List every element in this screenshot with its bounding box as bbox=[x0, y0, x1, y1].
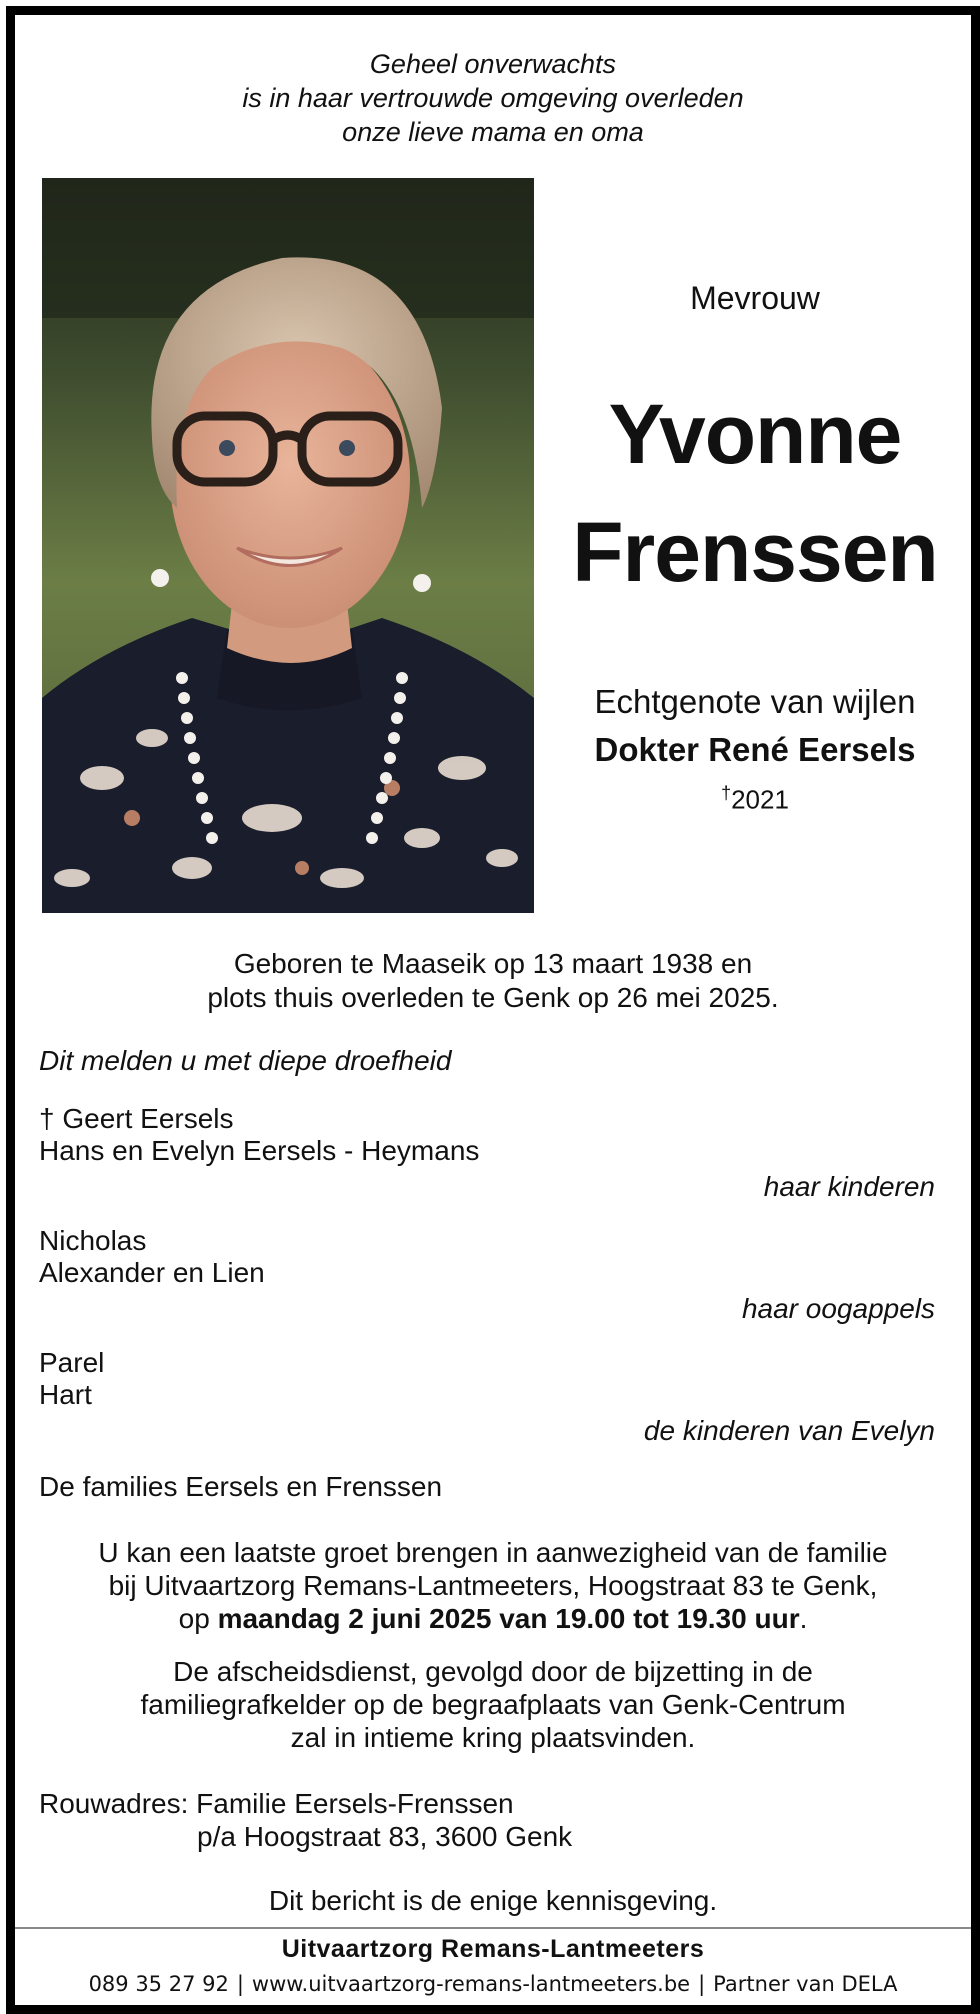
address-label: Rouwadres: Familie Eersels-Frenssen bbox=[39, 1788, 514, 1819]
footer-divider bbox=[15, 1927, 971, 1929]
announcement: Dit melden u met diepe droefheid bbox=[39, 1045, 452, 1076]
deceased-name bbox=[545, 375, 965, 611]
list-item: † Geert Eersels bbox=[39, 1103, 234, 1134]
cross-icon: † bbox=[721, 783, 732, 803]
birth-line: Geboren te Maaseik op 13 maart 1938 en bbox=[233, 948, 753, 979]
portrait-illustration bbox=[42, 178, 534, 913]
obituary-card bbox=[6, 6, 980, 2014]
children-list bbox=[39, 1103, 479, 1167]
evelyn-children-list bbox=[39, 1347, 104, 1411]
service-text bbox=[15, 1655, 971, 1754]
intro-line-1: Geheel onverwachts bbox=[369, 49, 617, 79]
list-item: Hans en Evelyn Eersels - Heymans bbox=[39, 1135, 480, 1166]
intro-line-2: is in haar vertrouwde omgeving overleden bbox=[242, 83, 744, 113]
funeral-home-name: Uitvaartzorg Remans-Lantmeeters bbox=[281, 1935, 705, 1963]
partner-text: Partner van DELA bbox=[713, 1972, 898, 1996]
service-line-3: zal in intieme kring plaatsvinden. bbox=[290, 1722, 696, 1753]
list-item: Parel bbox=[39, 1347, 105, 1378]
death-line: plots thuis overleden te Genk op 26 mei 2025. bbox=[207, 982, 779, 1013]
grandchildren-list bbox=[39, 1225, 265, 1289]
spouse-death bbox=[545, 783, 965, 816]
last-name: Frenssen bbox=[572, 505, 938, 599]
phone-number: 089 35 27 92 bbox=[88, 1972, 229, 1996]
list-item: Nicholas bbox=[39, 1225, 147, 1256]
address-line: p/a Hoogstraat 83, 3600 Genk bbox=[197, 1821, 573, 1852]
portrait-photo bbox=[42, 178, 534, 913]
spouse-death-year: 2021 bbox=[731, 784, 789, 815]
visitation-text bbox=[15, 1536, 971, 1635]
families-line: De families Eersels en Frenssen bbox=[39, 1471, 443, 1502]
birth-death-text bbox=[15, 947, 971, 1015]
separator: | bbox=[236, 1972, 244, 1996]
separator: | bbox=[698, 1972, 706, 1996]
notice: Dit bericht is de enige kennisgeving. bbox=[268, 1885, 718, 1916]
service-line-2: familiegrafkelder op de begraafplaats van Genk-Centrum bbox=[140, 1689, 846, 1720]
visitation-datetime: maandag 2 juni 2025 van 19.00 tot 19.30 uur bbox=[217, 1603, 800, 1634]
visitation-line-1: U kan een laatste groet brengen in aanwezigheid van de familie bbox=[98, 1537, 888, 1568]
honorific: Mevrouw bbox=[690, 280, 820, 316]
spouse-relation: Echtgenote van wijlen bbox=[594, 683, 916, 720]
first-name: Yvonne bbox=[608, 387, 902, 481]
children-label: haar kinderen bbox=[763, 1171, 935, 1202]
spouse-name: Dokter René Eersels bbox=[594, 731, 916, 768]
list-item: Hart bbox=[39, 1379, 92, 1410]
visitation-suffix: . bbox=[799, 1603, 808, 1634]
intro-text bbox=[15, 47, 971, 149]
grandchildren-label: haar oogappels bbox=[741, 1293, 935, 1324]
funeral-home-contact bbox=[15, 1972, 971, 1996]
service-line-1: De afscheidsdienst, gevolgd door de bijzetting in de bbox=[173, 1656, 813, 1687]
evelyn-children-label: de kinderen van Evelyn bbox=[643, 1415, 935, 1446]
intro-line-3: onze lieve mama en oma bbox=[342, 117, 644, 147]
website-link[interactable]: www.uitvaartzorg-remans-lantmeeters.be bbox=[251, 1972, 691, 1996]
visitation-line-3 bbox=[15, 1602, 971, 1635]
visitation-prefix: op bbox=[178, 1603, 218, 1634]
visitation-line-2: bij Uitvaartzorg Remans-Lantmeeters, Hoogstraat 83 te Genk, bbox=[108, 1570, 878, 1601]
list-item: Alexander en Lien bbox=[39, 1257, 265, 1288]
